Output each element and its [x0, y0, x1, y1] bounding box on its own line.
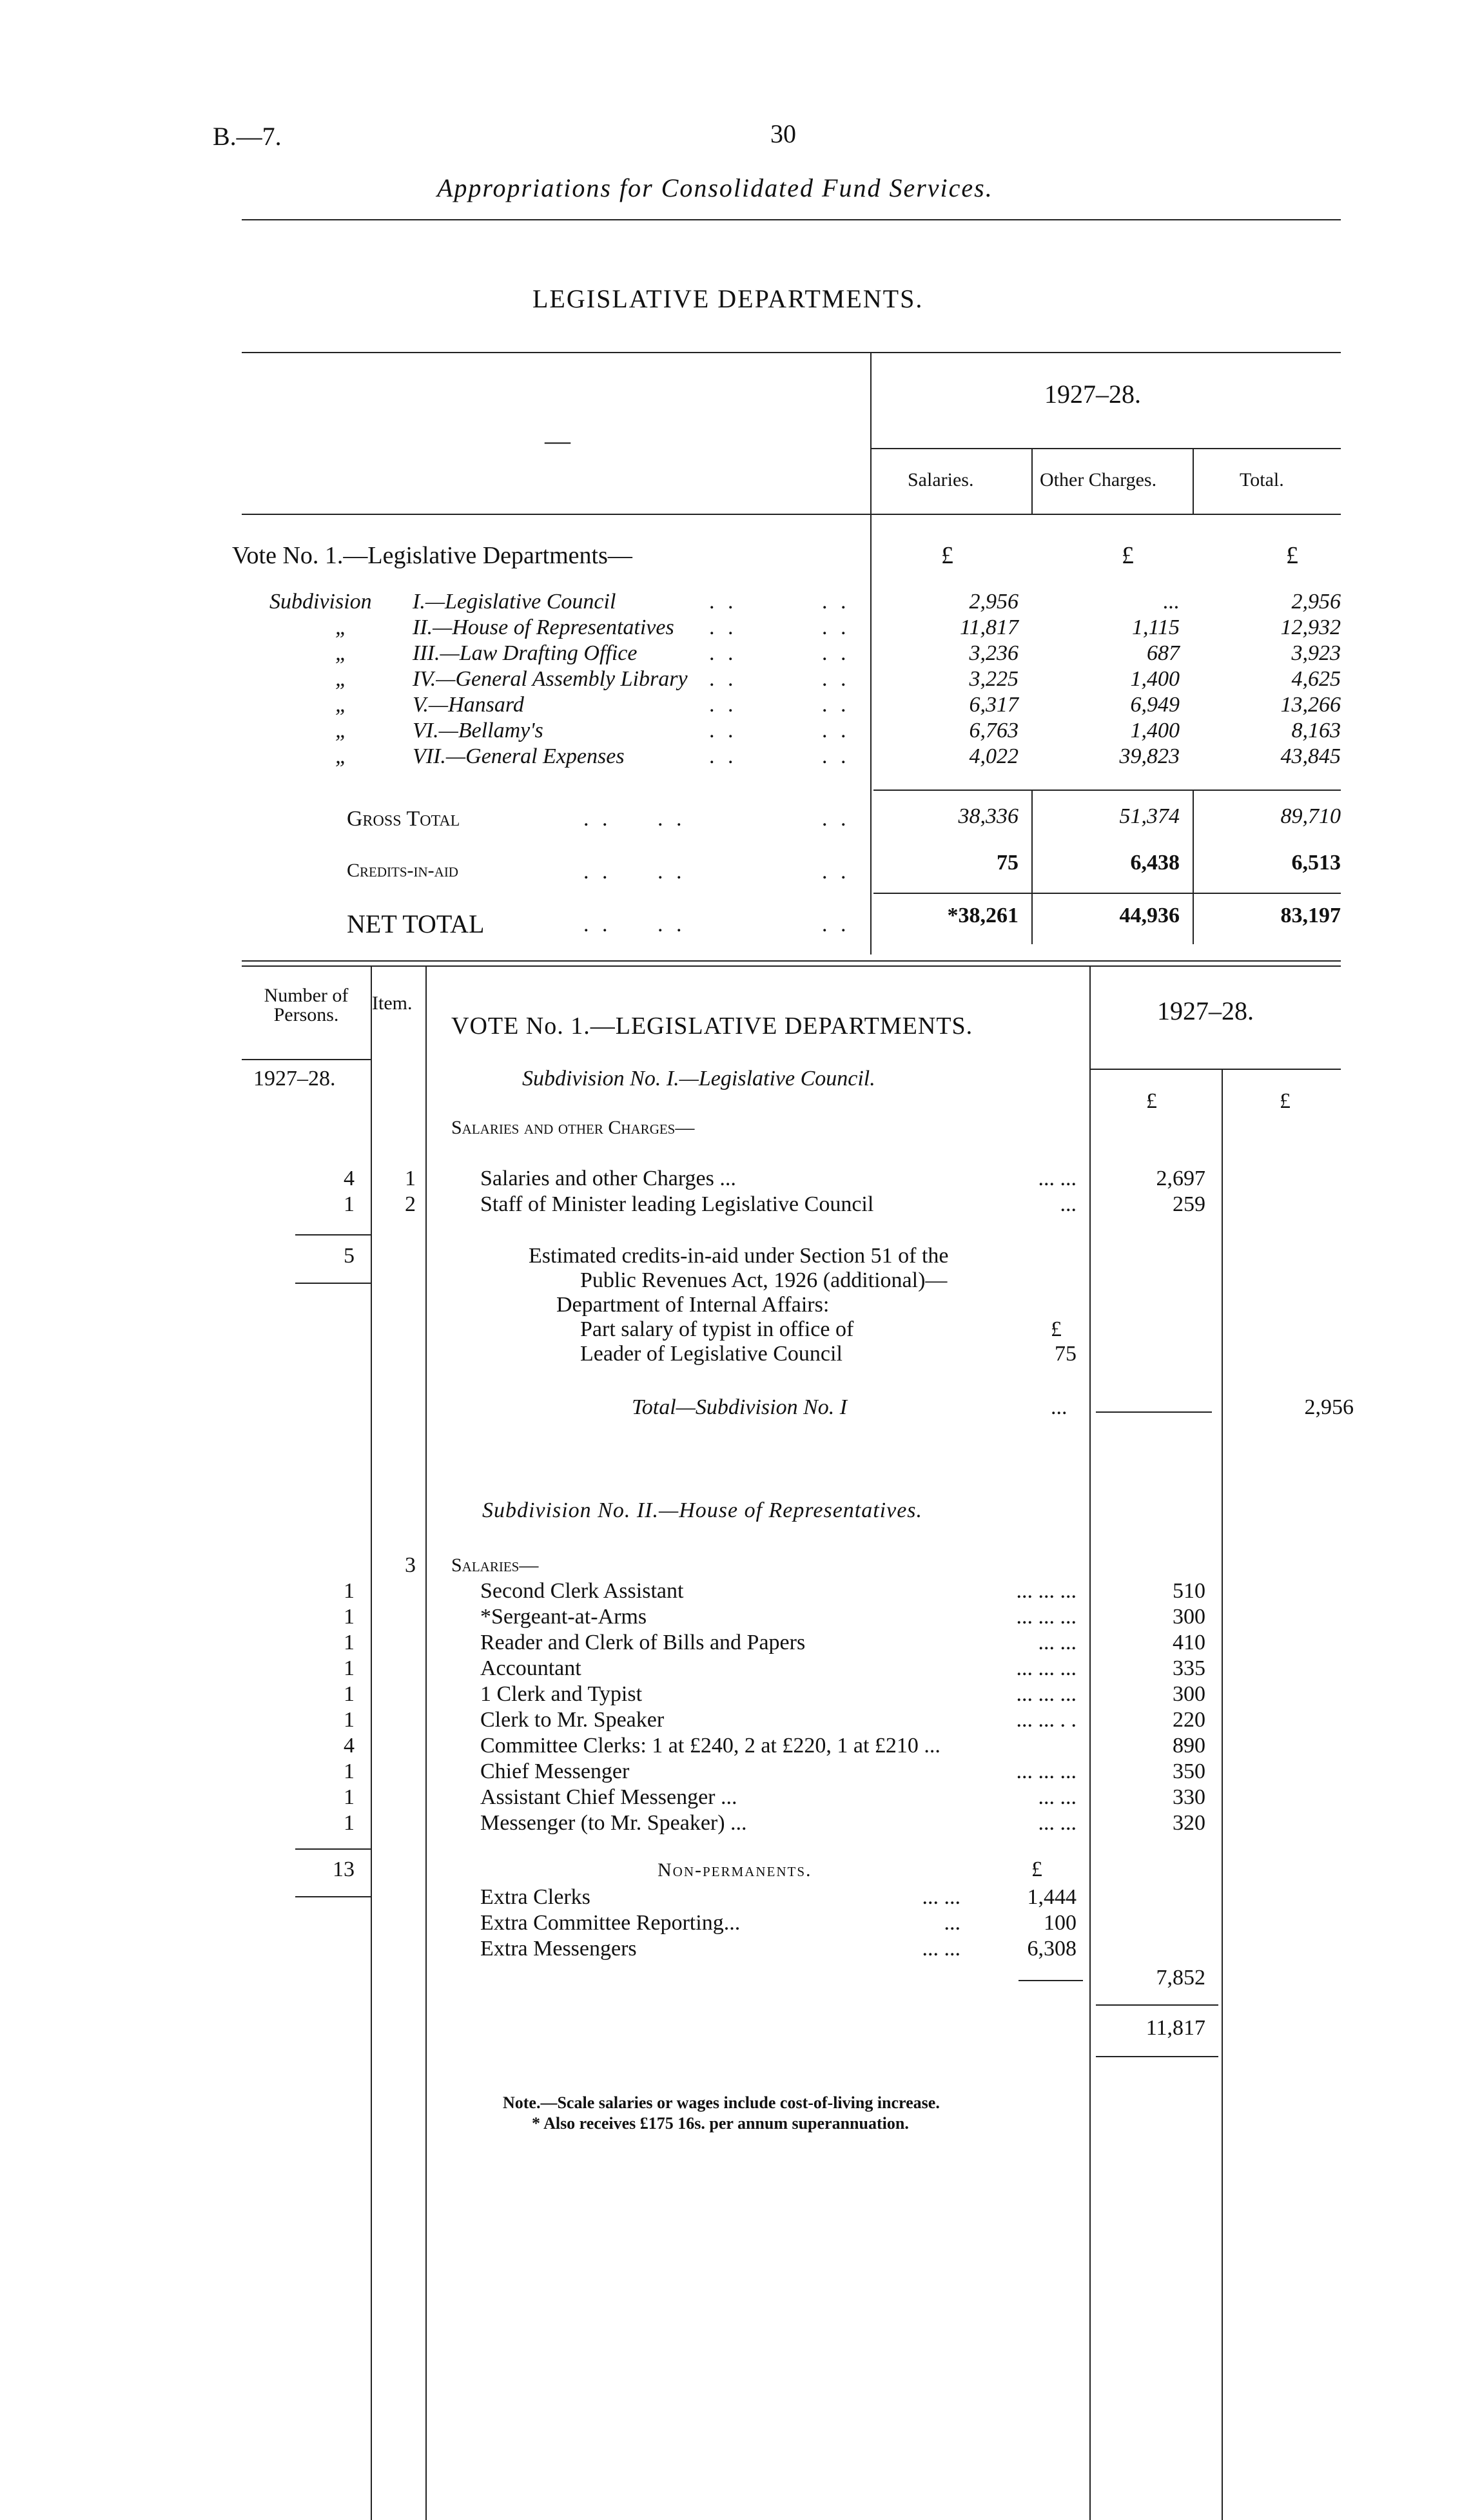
leader-dots: ... [944, 1911, 960, 1935]
summary-year: 1927–28. [1044, 380, 1141, 409]
salary-position: Messenger (to Mr. Speaker) ... [480, 1811, 747, 1835]
col-total: Total. [1240, 469, 1284, 490]
item-description: Staff of Minister leading Legislative Council [480, 1192, 874, 1216]
item-amount: 2,697 [1156, 1167, 1205, 1190]
gross-total-salaries: 38,336 [958, 804, 1019, 828]
sub2-heading: Salaries— [451, 1555, 539, 1576]
sub2-title: Subdivision No. II.—House of Representatives. [482, 1498, 923, 1522]
running-title: Appropriations for Consolidated Fund Services. [437, 173, 993, 202]
leader-dots: ... ... . . [1016, 1708, 1077, 1732]
leader-dots: . . [709, 615, 737, 639]
gross-total-label: Gross Total [347, 807, 460, 831]
leader-dots: . . [822, 667, 850, 691]
salary-position: Reader and Clerk of Bills and Papers [480, 1631, 806, 1654]
row-salaries: 6,317 [969, 693, 1019, 717]
salary-position: Assistant Chief Messenger ... [480, 1785, 737, 1809]
salary-amount: 410 [1173, 1631, 1205, 1654]
leader-dots: . . [822, 590, 850, 614]
leader-dots: ... ... ... [1016, 1579, 1077, 1603]
sub1-total-dots: ... [1051, 1395, 1067, 1419]
credits-currency: £ [1051, 1317, 1062, 1341]
currency-total: £ [1286, 542, 1298, 569]
gross-total-total: 89,710 [1280, 804, 1341, 828]
persons-count: 1 [344, 1682, 355, 1706]
subdivision-name: IV.—General Assembly Library [413, 667, 688, 691]
leader-dots: . . [822, 693, 850, 717]
non-permanent-item: Extra Messengers [480, 1937, 637, 1961]
salary-position: Accountant [480, 1656, 581, 1680]
item-number: 1 [405, 1167, 416, 1190]
row-total: 2,956 [1291, 590, 1341, 614]
salary-position: Second Clerk Assistant [480, 1579, 684, 1603]
persons-year: 1927–28. [253, 1067, 336, 1090]
item-description: Salaries and other Charges ... [480, 1167, 736, 1190]
credits-in-aid-salaries: 75 [997, 851, 1019, 875]
item-amount: 259 [1173, 1192, 1205, 1216]
leader-dots: ... ... ... [1016, 1682, 1077, 1706]
persons-count: 4 [344, 1167, 355, 1190]
net-total-other: 44,936 [1119, 904, 1180, 927]
row-other-charges: 1,115 [1132, 615, 1180, 639]
salary-amount: 335 [1173, 1656, 1205, 1680]
leader-dots: . . [658, 807, 686, 831]
sub2-item-number: 3 [405, 1553, 416, 1577]
currency-other: £ [1122, 542, 1134, 569]
subdivision-name: V.—Hansard [413, 693, 524, 717]
leader-dots: . . [822, 860, 850, 884]
leader-dots: . . [709, 693, 737, 717]
salary-amount: 300 [1173, 1682, 1205, 1706]
non-permanent-item: Extra Clerks [480, 1885, 590, 1909]
leader-dots: . . [658, 860, 686, 884]
salary-amount: 510 [1173, 1579, 1205, 1603]
currency-left: £ [1146, 1089, 1157, 1113]
row-other-charges: 687 [1147, 641, 1180, 665]
leader-dots: . . [709, 590, 737, 614]
leader-dots: . . [822, 807, 850, 831]
subdivision-name: III.—Law Drafting Office [413, 641, 638, 665]
leader-dots: . . [709, 744, 737, 768]
non-permanent-amount: 100 [1044, 1911, 1077, 1935]
subdivision-name: I.—Legislative Council [413, 590, 616, 614]
leader-dots: ... ... [1038, 1811, 1077, 1835]
sub2-subtotal: 11,817 [1145, 2016, 1205, 2040]
gross-total-other: 51,374 [1119, 804, 1180, 828]
sub2-salaries-sum: 7,852 [1156, 1966, 1205, 1990]
salary-amount: 890 [1173, 1734, 1205, 1758]
net-total-total: 83,197 [1280, 904, 1341, 927]
section-title: LEGISLATIVE DEPARTMENTS. [532, 284, 924, 313]
row-salaries: 4,022 [969, 744, 1019, 768]
row-other-charges: 1,400 [1130, 667, 1180, 691]
subdivision-name: VII.—General Expenses [413, 744, 625, 768]
subdivision-name: VI.—Bellamy's [413, 719, 543, 742]
salary-amount: 220 [1173, 1708, 1205, 1732]
persons-count: 1 [344, 1192, 355, 1216]
credits-line: Part salary of typist in office of [580, 1317, 854, 1341]
currency-right: £ [1280, 1089, 1291, 1113]
leader-dots: . . [583, 913, 612, 936]
leader-dots: . . [822, 719, 850, 742]
row-total: 3,923 [1291, 641, 1341, 665]
header-rule [242, 219, 1341, 220]
leader-dots: . . [709, 667, 737, 691]
non-perm-currency: £ [1031, 1857, 1042, 1881]
footnote-star: * Also receives £175 16s. per annum superannuation. [532, 2114, 909, 2133]
ditto-mark: „ [335, 744, 347, 768]
credits-line: Estimated credits-in-aid under Section 51 of the [529, 1244, 949, 1268]
credits-line: Department of Internal Affairs: [556, 1293, 830, 1317]
leader-dots: . . [583, 860, 612, 884]
row-salaries: 2,956 [969, 590, 1019, 614]
persons-count: 1 [344, 1759, 355, 1783]
corner-dash: — [545, 426, 570, 455]
col-item: Item. [372, 993, 413, 1014]
col-other-charges: Other Charges. [1040, 469, 1157, 490]
persons-count: 1 [344, 1785, 355, 1809]
salary-position: Committee Clerks: 1 at £240, 2 at £220, 1 at £210 ... [480, 1734, 941, 1758]
ditto-mark: „ [335, 615, 347, 639]
vote-label: Vote No. 1.—Legislative Departments— [232, 542, 632, 569]
non-permanents-heading: Non-permanents. [658, 1859, 812, 1881]
row-total: 43,845 [1280, 744, 1341, 768]
persons-count: 1 [344, 1605, 355, 1629]
leader-dots: ... ... ... [1016, 1656, 1077, 1680]
persons-count: 1 [344, 1631, 355, 1654]
sub1-title: Subdivision No. I.—Legislative Council. [522, 1067, 875, 1090]
row-salaries: 3,225 [969, 667, 1019, 691]
salary-amount: 330 [1173, 1785, 1205, 1809]
salary-position: Clerk to Mr. Speaker [480, 1708, 665, 1732]
persons-count: 1 [344, 1656, 355, 1680]
credits-in-aid-label: Credits-in-aid [347, 860, 458, 881]
persons-count: 1 [344, 1811, 355, 1835]
row-salaries: 3,236 [969, 641, 1019, 665]
leader-dots: . . [822, 641, 850, 665]
persons-count: 4 [344, 1734, 355, 1758]
row-total: 12,932 [1280, 615, 1341, 639]
net-total-salaries: *38,261 [947, 904, 1019, 927]
ditto-mark: „ [335, 641, 347, 665]
row-other-charges: 39,823 [1119, 744, 1180, 768]
leader-dots: ... ... [1038, 1631, 1077, 1654]
row-total: 8,163 [1291, 719, 1341, 742]
leader-dots: . . [822, 744, 850, 768]
vote-title: VOTE No. 1.—LEGISLATIVE DEPARTMENTS. [451, 1013, 973, 1040]
credits-line: Leader of Legislative Council [580, 1342, 843, 1366]
salary-position: 1 Clerk and Typist [480, 1682, 643, 1706]
sub1-total-label: Total—Subdivision No. I [632, 1395, 848, 1419]
item-number: 2 [405, 1192, 416, 1216]
leader-dots: ... ... ... [1016, 1759, 1077, 1783]
salary-amount: 320 [1173, 1811, 1205, 1835]
credits-in-aid-other: 6,438 [1130, 851, 1180, 875]
col-salaries: Salaries. [908, 469, 974, 490]
sub1-heading: Salaries and other Charges— [451, 1117, 695, 1138]
row-other-charges: 6,949 [1130, 693, 1180, 717]
row-salaries: 6,763 [969, 719, 1019, 742]
salary-amount: 300 [1173, 1605, 1205, 1629]
subdivision-word: Subdivision [269, 590, 372, 614]
salary-amount: 350 [1173, 1759, 1205, 1783]
currency-salaries: £ [941, 542, 953, 569]
leader-dots: ... ... [1038, 1167, 1077, 1190]
sub2-persons-total: 13 [333, 1857, 355, 1881]
ditto-mark: „ [335, 693, 347, 717]
detail-year: 1927–28. [1157, 996, 1254, 1025]
credits-in-aid-total: 6,513 [1291, 851, 1341, 875]
leader-dots: ... [1060, 1192, 1077, 1216]
salary-position: *Sergeant-at-Arms [480, 1605, 647, 1629]
leader-dots: ... ... [922, 1885, 960, 1909]
sub1-persons-total: 5 [344, 1244, 355, 1268]
non-permanent-amount: 1,444 [1027, 1885, 1077, 1909]
leader-dots: ... ... ... [1016, 1605, 1077, 1629]
persons-count: 1 [344, 1708, 355, 1732]
persons-count: 1 [344, 1579, 355, 1603]
leader-dots: . . [822, 615, 850, 639]
col-number-of-persons: Number of Persons. [264, 985, 349, 1025]
non-permanent-amount: 6,308 [1027, 1937, 1077, 1961]
ditto-mark: „ [335, 667, 347, 691]
page-ref: B.—7. [213, 122, 282, 151]
leader-dots: . . [709, 641, 737, 665]
sub1-total-amount: 2,956 [1304, 1395, 1354, 1419]
page-number: 30 [770, 119, 796, 148]
footnote-note: Note.—Scale salaries or wages include cost-of-living increase. [503, 2093, 940, 2112]
row-total: 13,266 [1280, 693, 1341, 717]
row-salaries: 11,817 [960, 615, 1019, 639]
net-total-label: NET TOTAL [347, 909, 485, 938]
salary-position: Chief Messenger [480, 1759, 630, 1783]
leader-dots: . . [709, 719, 737, 742]
row-total: 4,625 [1291, 667, 1341, 691]
credits-amount: 75 [1055, 1342, 1077, 1366]
ditto-mark: „ [335, 719, 347, 742]
leader-dots: . . [822, 913, 850, 936]
leader-dots: . . [658, 913, 686, 936]
subdivision-name: II.—House of Representatives [413, 615, 674, 639]
row-other-charges: 1,400 [1130, 719, 1180, 742]
leader-dots: ... ... [1038, 1785, 1077, 1809]
non-permanent-item: Extra Committee Reporting... [480, 1911, 741, 1935]
leader-dots: . . [583, 807, 612, 831]
credits-line: Public Revenues Act, 1926 (additional)— [580, 1268, 948, 1292]
leader-dots: ... ... [922, 1937, 960, 1961]
row-other-charges: ... [1163, 590, 1180, 614]
